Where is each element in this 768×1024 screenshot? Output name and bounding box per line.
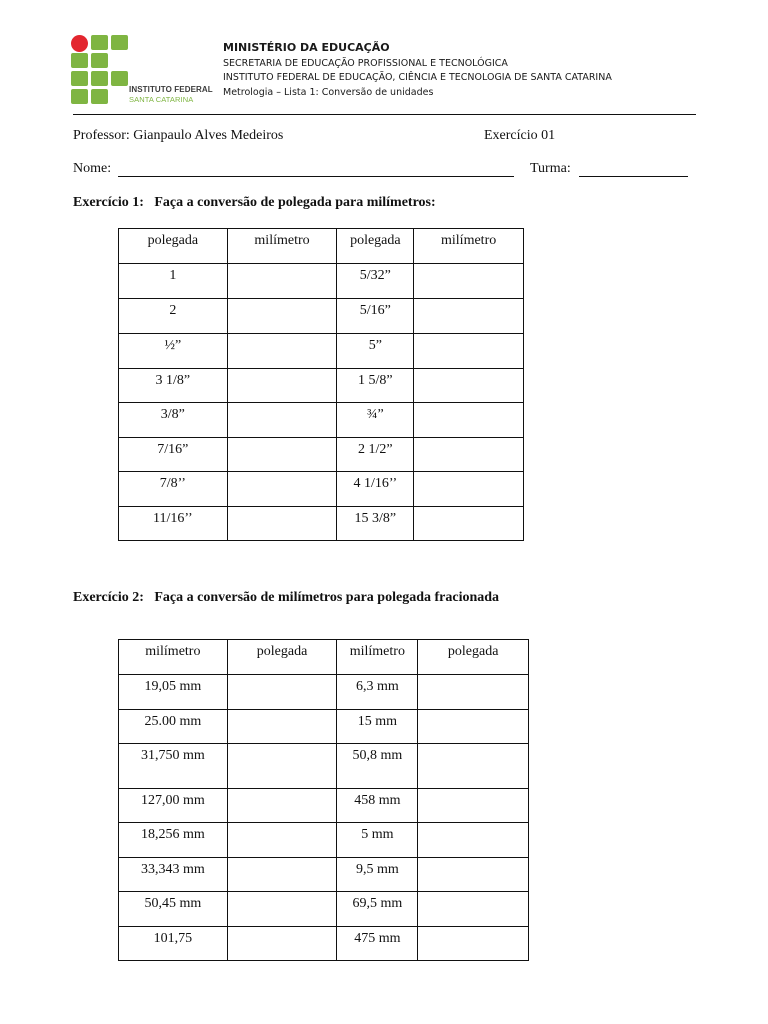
answer-cell[interactable]: [227, 675, 337, 710]
answer-cell[interactable]: [418, 892, 529, 927]
answer-cell[interactable]: [227, 507, 337, 541]
header-secretariat: SECRETARIA DE EDUCAÇÃO PROFISSIONAL E TECNOLÓGICA: [223, 58, 508, 69]
logo-square: [71, 53, 88, 68]
value-cell: 50,45 mm: [119, 892, 228, 927]
table-row: [119, 823, 529, 858]
exercise-2-table-body: [119, 640, 529, 961]
table-header-row: [119, 640, 529, 675]
value-cell: 6,3 mm: [337, 675, 418, 710]
value-cell: 7/8’’: [119, 472, 228, 507]
answer-cell[interactable]: [414, 438, 524, 472]
value-cell: 5/16”: [337, 299, 414, 334]
value-cell: 2: [119, 299, 228, 334]
table-row: [119, 369, 524, 403]
value-cell: 18,256 mm: [119, 823, 228, 858]
logo-square: [111, 71, 128, 86]
table-row: [119, 299, 524, 334]
answer-cell[interactable]: [414, 369, 524, 403]
table-row: [119, 789, 529, 823]
logo-square: [71, 71, 88, 86]
answer-cell[interactable]: [414, 334, 524, 369]
name-label: Nome:: [73, 161, 112, 176]
value-cell: 25.00 mm: [119, 710, 228, 744]
value-cell: 127,00 mm: [119, 789, 228, 823]
value-cell: 4 1/16’’: [337, 472, 414, 507]
column-header: milímetro: [414, 229, 524, 264]
value-cell: 69,5 mm: [337, 892, 418, 927]
value-cell: 2 1/2”: [337, 438, 414, 472]
value-cell: 9,5 mm: [337, 858, 418, 892]
header-divider: [73, 114, 696, 115]
answer-cell[interactable]: [418, 675, 529, 710]
value-cell: 31,750 mm: [119, 744, 228, 789]
logo-text-institute: INSTITUTO FEDERAL: [129, 85, 213, 94]
header-ministry: MINISTÉRIO DA EDUCAÇÃO: [223, 41, 390, 54]
answer-cell[interactable]: [227, 710, 337, 744]
class-field[interactable]: [579, 176, 688, 177]
answer-cell[interactable]: [227, 403, 337, 438]
table-row: [119, 858, 529, 892]
value-cell: 5 mm: [337, 823, 418, 858]
logo-square: [91, 71, 108, 86]
value-cell: ¾”: [337, 403, 414, 438]
exercise-2-title: Exercício 2: Faça a conversão de milímetros para polegada fracionada: [73, 590, 500, 605]
value-cell: 50,8 mm: [337, 744, 418, 789]
table-row: [119, 892, 529, 927]
answer-cell[interactable]: [227, 927, 337, 961]
value-cell: ½”: [119, 334, 228, 369]
exercise-number: Exercício 01: [484, 128, 556, 143]
answer-cell[interactable]: [418, 858, 529, 892]
logo-square: [71, 89, 88, 104]
answer-cell[interactable]: [227, 369, 337, 403]
value-cell: 1: [119, 264, 228, 299]
logo-text-state: SANTA CATARINA: [129, 95, 194, 104]
exercise-1-table-body: [119, 229, 524, 541]
value-cell: 15 mm: [337, 710, 418, 744]
column-header: polegada: [119, 229, 228, 264]
exercise-2-table: [118, 639, 529, 961]
value-cell: 33,343 mm: [119, 858, 228, 892]
class-label: Turma:: [530, 161, 571, 176]
value-cell: 7/16”: [119, 438, 228, 472]
answer-cell[interactable]: [227, 472, 337, 507]
value-cell: 15 3/8”: [337, 507, 414, 541]
value-cell: 458 mm: [337, 789, 418, 823]
answer-cell[interactable]: [414, 507, 524, 541]
value-cell: 3/8”: [119, 403, 228, 438]
column-header: milímetro: [227, 229, 337, 264]
column-header: milímetro: [119, 640, 228, 675]
column-header: polegada: [337, 229, 414, 264]
table-row: [119, 403, 524, 438]
value-cell: 5”: [337, 334, 414, 369]
answer-cell[interactable]: [227, 892, 337, 927]
answer-cell[interactable]: [418, 710, 529, 744]
answer-cell[interactable]: [227, 264, 337, 299]
answer-cell[interactable]: [227, 299, 337, 334]
answer-cell[interactable]: [227, 789, 337, 823]
table-header-row: [119, 229, 524, 264]
answer-cell[interactable]: [418, 789, 529, 823]
answer-cell[interactable]: [227, 823, 337, 858]
logo-square: [91, 53, 108, 68]
name-field[interactable]: [118, 176, 514, 177]
column-header: polegada: [418, 640, 529, 675]
value-cell: 19,05 mm: [119, 675, 228, 710]
header-institute: INSTITUTO FEDERAL DE EDUCAÇÃO, CIÊNCIA E TECNOLOGIA DE SANTA CATARINA: [223, 72, 612, 83]
answer-cell[interactable]: [227, 334, 337, 369]
answer-cell[interactable]: [418, 744, 529, 789]
value-cell: 1 5/8”: [337, 369, 414, 403]
table-row: [119, 710, 529, 744]
answer-cell[interactable]: [418, 823, 529, 858]
value-cell: 3 1/8”: [119, 369, 228, 403]
institute-logo: [71, 35, 129, 105]
logo-square: [91, 89, 108, 104]
answer-cell[interactable]: [227, 858, 337, 892]
answer-cell[interactable]: [414, 472, 524, 507]
table-row: [119, 334, 524, 369]
column-header: milímetro: [337, 640, 418, 675]
table-row: [119, 927, 529, 961]
table-row: [119, 507, 524, 541]
logo-square: [111, 35, 128, 50]
table-row: [119, 472, 524, 507]
logo-square: [91, 35, 108, 50]
exercise-1-table: [118, 228, 524, 541]
value-cell: 475 mm: [337, 927, 418, 961]
answer-cell[interactable]: [227, 438, 337, 472]
answer-cell[interactable]: [227, 744, 337, 789]
value-cell: 5/32”: [337, 264, 414, 299]
value-cell: 101,75: [119, 927, 228, 961]
value-cell: 11/16’’: [119, 507, 228, 541]
table-row: [119, 438, 524, 472]
column-header: polegada: [227, 640, 337, 675]
answer-cell[interactable]: [414, 403, 524, 438]
exercise-1-title: Exercício 1: Faça a conversão de polegada para milímetros:: [73, 195, 436, 210]
table-row: [119, 264, 524, 299]
answer-cell[interactable]: [414, 299, 524, 334]
table-row: [119, 675, 529, 710]
answer-cell[interactable]: [414, 264, 524, 299]
answer-cell[interactable]: [418, 927, 529, 961]
logo-red-dot: [71, 35, 88, 52]
professor-label: Professor: Gianpaulo Alves Medeiros: [73, 128, 284, 143]
header-course: Metrologia – Lista 1: Conversão de unidades: [223, 87, 434, 98]
table-row: [119, 744, 529, 789]
